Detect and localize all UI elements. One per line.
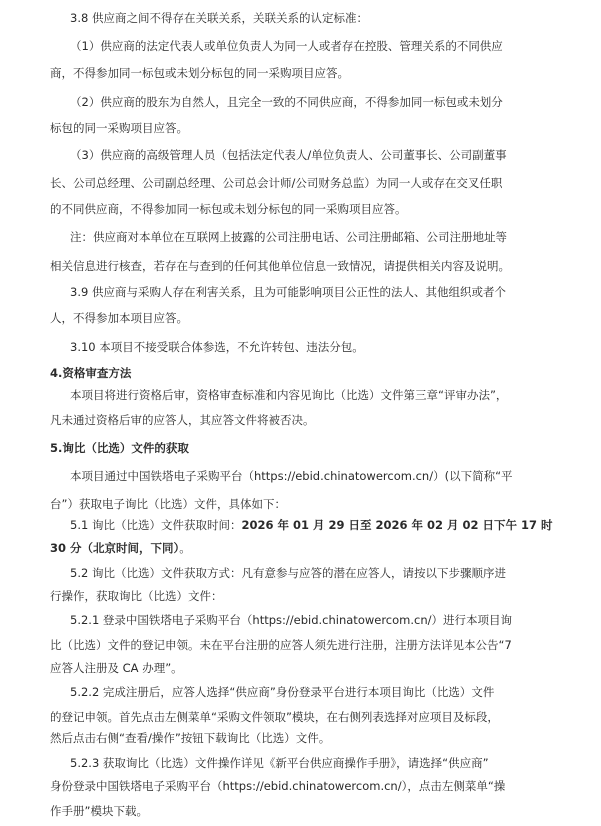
text-line	[50, 175, 503, 191]
text-segment: 4.资格审查方法	[50, 366, 132, 380]
text-line	[70, 284, 506, 300]
text-segment: 比（比选）文件的登记申领。未在平台注册的应答人须先进行注册，注册方法详见本公告“7	[50, 638, 512, 652]
text-line	[70, 147, 507, 163]
text-line	[50, 637, 512, 653]
text-line	[70, 339, 468, 355]
text-segment: 5.2.1 登录中国铁塔电子采购平台（https://ebid.chinatowercom.cn/）进行本项目询	[70, 613, 513, 627]
bold-text: 30 分（北京时间，下同）	[50, 541, 180, 555]
text-segment: 5.2.2 完成注册后，应答人选择“供应商”身份登录平台进行本项目询比（比选）文件	[70, 685, 495, 699]
text-segment: 台”）获取电子询比（比选）文件，具体如下：	[50, 497, 286, 511]
text-line	[50, 660, 468, 676]
text-line	[70, 468, 513, 484]
text-segment: 标包的同一采购项目应答。	[50, 121, 188, 135]
text-segment: 商，不得参加同一标包或未划分标包的同一采购项目应答。	[50, 66, 349, 80]
text-segment: （2）供应商的股东为自然人，且完全一致的不同供应商，不得参加同一标包或未划分	[70, 95, 503, 109]
text-line	[50, 588, 468, 604]
text-line	[50, 412, 468, 428]
text-segment: 的登记申领。首先点击左侧菜单“采购文件领取”模块，在右侧列表选择对应项目及标段，	[50, 710, 499, 724]
text-line	[70, 38, 503, 54]
text-segment: 凡未通过资格后审的应答人，其应答文件将被否决。	[50, 413, 315, 427]
text-segment: 本项目将进行资格后审，资格审查标准和内容见询比（比选）文件第三章“评审办法”，	[70, 388, 508, 402]
text-segment: 相关信息进行核查，若存在与查到的任何其他单位信息一致情况，请提供相关内容及说明。	[50, 259, 510, 273]
text-line	[50, 496, 468, 512]
text-line	[50, 778, 506, 794]
text-line	[50, 730, 468, 746]
text-line	[70, 517, 553, 533]
section-heading	[50, 440, 468, 456]
text-line	[50, 310, 468, 326]
text-segment: （1）供应商的法定代表人或单位负责人为同一人或者存在控股、管理关系的不同供应	[70, 39, 503, 53]
text-line	[70, 387, 508, 403]
text-line	[50, 709, 499, 725]
text-line	[70, 94, 503, 110]
text-segment: 5.询比（比选）文件的获取	[50, 441, 189, 455]
text-line	[50, 258, 510, 274]
text-segment: 身份登录中国铁塔电子采购平台（https://ebid.chinatowercom.cn/），点击左侧菜单“操	[50, 779, 506, 793]
text-segment: 5.2.3 获取询比（比选）文件操作详见《新平台供应商操作手册》，请选择“供应商”	[70, 756, 489, 770]
text-line	[50, 803, 468, 819]
text-segment: 然后点击右侧“查看/操作”按钮下载询比（比选）文件。	[50, 731, 331, 745]
text-segment: 3.8 供应商之间不得存在关联关系，关联关系的认定标准：	[70, 11, 368, 25]
text-segment: 行操作，获取询比（比选）文件：	[50, 589, 223, 603]
text-segment: 的不同供应商，不得参加同一标包或未划分标包的同一采购项目应答。	[50, 202, 407, 216]
text-segment: 3.9 供应商与采购人存在利害关系，且为可能影响项目公正性的法人、其他组织或者个	[70, 285, 506, 299]
text-segment: 3.10 本项目不接受联合体参选，不允许转包、违法分包。	[70, 340, 364, 354]
text-segment: 5.2 询比（比选）文件获取方式：凡有意参与应答的潜在应答人，请按以下步骤顺序进	[70, 566, 506, 580]
text-line	[50, 201, 468, 217]
text-line	[50, 120, 468, 136]
text-line	[70, 229, 507, 245]
text-segment: 注：供应商对本单位在互联网上披露的公司注册电话、公司注册邮箱、公司注册地址等	[70, 230, 507, 244]
text-line	[50, 65, 468, 81]
text-segment: 人，不得参加本项目应答。	[50, 311, 188, 325]
text-line	[70, 10, 468, 26]
text-line	[70, 755, 489, 771]
text-segment: 本项目通过中国铁塔电子采购平台（https://ebid.chinatowercom.cn/）(以下简称“平	[70, 469, 513, 483]
text-line	[70, 684, 495, 700]
text-segment: 作手册”模块下载。	[50, 804, 148, 818]
text-line	[50, 540, 468, 556]
text-segment: 。	[179, 541, 191, 555]
text-segment: 5.1 询比（比选）文件获取时间：	[70, 518, 242, 532]
text-line	[70, 612, 513, 628]
section-heading	[50, 365, 468, 381]
text-segment: 应答人注册及 CA 办理”。	[50, 661, 183, 675]
text-line	[70, 565, 506, 581]
text-segment: 长、公司总经理、公司副总经理、公司总会计师/公司财务总监）为同一人或存在交叉任职	[50, 176, 503, 190]
bold-text: 2026 年 01 月 29 日至 2026 年 02 月 02 日下午 17 时	[241, 518, 553, 532]
text-segment: （3）供应商的高级管理人员（包括法定代表人/单位负责人、公司董事长、公司副董事	[70, 148, 507, 162]
